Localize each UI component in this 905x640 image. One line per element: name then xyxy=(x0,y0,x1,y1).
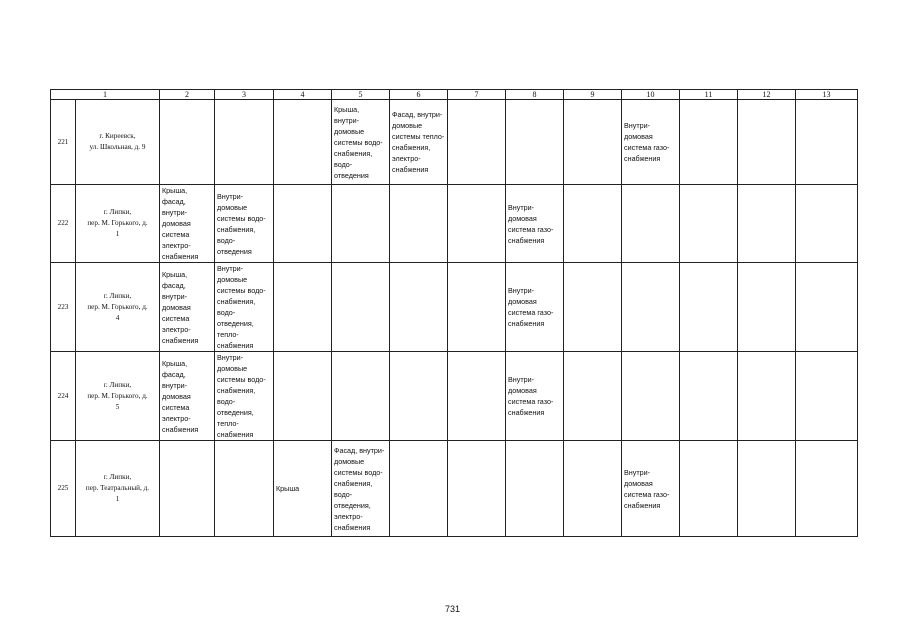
cell-col-4 xyxy=(274,100,332,185)
cell-col-12 xyxy=(738,100,796,185)
cell-col-10 xyxy=(622,185,680,263)
cell-col-11 xyxy=(680,263,738,352)
cell-col-9 xyxy=(564,441,622,537)
cell-col-2 xyxy=(160,441,215,537)
address-cell: г. Липки, пер. М. Горького, д. 4 xyxy=(76,263,160,352)
cell-col-9 xyxy=(564,352,622,441)
cell-col-11 xyxy=(680,100,738,185)
cell-col-6 xyxy=(390,441,448,537)
cell-col-5: Крыша, внутри- домовые системы водо- снабжения, водо- отведения xyxy=(332,100,390,185)
cell-col-8 xyxy=(506,441,564,537)
cell-col-10 xyxy=(622,352,680,441)
cell-col-12 xyxy=(738,185,796,263)
cell-col-3: Внутри- домовые системы водо- снабжения, водо- отведения, тепло- снабжения xyxy=(215,263,274,352)
table-row xyxy=(51,100,858,185)
row-number: 221 xyxy=(51,100,76,185)
header-cell-10: 10 xyxy=(622,90,680,100)
header-cell-3: 3 xyxy=(215,90,274,100)
cell-col-8: Внутри- домовая система газо- снабжения xyxy=(506,263,564,352)
cell-col-4 xyxy=(274,352,332,441)
header-cell-11: 11 xyxy=(680,90,738,100)
row-number: 224 xyxy=(51,352,76,441)
table-row xyxy=(51,185,858,263)
cell-col-6 xyxy=(390,185,448,263)
cell-col-12 xyxy=(738,352,796,441)
cell-col-4 xyxy=(274,185,332,263)
address-cell: г. Киреевск, ул. Школьная, д. 9 xyxy=(76,100,160,185)
cell-col-11 xyxy=(680,441,738,537)
table-row xyxy=(51,263,858,352)
cell-col-3: Внутри- домовые системы водо- снабжения, водо- отведения, тепло- снабжения xyxy=(215,352,274,441)
header-cell-12: 12 xyxy=(738,90,796,100)
cell-col-5 xyxy=(332,352,390,441)
cell-col-2: Крыша, фасад, внутри- домовая система электро- снабжения xyxy=(160,263,215,352)
cell-col-3 xyxy=(215,100,274,185)
cell-col-2: Крыша, фасад, внутри- домовая система электро- снабжения xyxy=(160,185,215,263)
cell-col-13 xyxy=(796,100,858,185)
cell-col-7 xyxy=(448,185,506,263)
header-cell-2: 2 xyxy=(160,90,215,100)
cell-col-7 xyxy=(448,441,506,537)
cell-col-7 xyxy=(448,100,506,185)
header-row xyxy=(51,90,858,100)
cell-col-13 xyxy=(796,185,858,263)
cell-col-8: Внутри- домовая система газо- снабжения xyxy=(506,352,564,441)
cell-col-13 xyxy=(796,441,858,537)
cell-col-10: Внутри- домовая система газо- снабжения xyxy=(622,100,680,185)
cell-col-9 xyxy=(564,185,622,263)
cell-col-5: Фасад, внутри- домовые системы водо- снабжения, водо- отведения, электро- снабжения xyxy=(332,441,390,537)
cell-col-4 xyxy=(274,263,332,352)
cell-col-10: Внутри- домовая система газо- снабжения xyxy=(622,441,680,537)
cell-col-5 xyxy=(332,263,390,352)
cell-col-10 xyxy=(622,263,680,352)
cell-col-11 xyxy=(680,352,738,441)
cell-col-2: Крыша, фасад, внутри- домовая система электро- снабжения xyxy=(160,352,215,441)
cell-col-8 xyxy=(506,100,564,185)
cell-col-7 xyxy=(448,263,506,352)
capital-repair-table xyxy=(50,89,858,537)
table-row xyxy=(51,352,858,441)
cell-col-7 xyxy=(448,352,506,441)
cell-col-3 xyxy=(215,441,274,537)
address-cell: г. Липки, пер. М. Горького, д. 5 xyxy=(76,352,160,441)
header-cell-13: 13 xyxy=(796,90,858,100)
cell-col-6 xyxy=(390,263,448,352)
cell-col-6: Фасад, внутри- домовые системы тепло- снабжения, электро- снабжения xyxy=(390,100,448,185)
row-number: 225 xyxy=(51,441,76,537)
cell-col-11 xyxy=(680,185,738,263)
cell-col-3: Внутри- домовые системы водо- снабжения, водо- отведения xyxy=(215,185,274,263)
header-cell-6: 6 xyxy=(390,90,448,100)
header-cell-4: 4 xyxy=(274,90,332,100)
cell-col-12 xyxy=(738,441,796,537)
header-cell-8: 8 xyxy=(506,90,564,100)
cell-col-2 xyxy=(160,100,215,185)
header-cell-5: 5 xyxy=(332,90,390,100)
cell-col-5 xyxy=(332,185,390,263)
cell-col-4: Крыша xyxy=(274,441,332,537)
row-number: 222 xyxy=(51,185,76,263)
row-number: 223 xyxy=(51,263,76,352)
cell-col-6 xyxy=(390,352,448,441)
cell-col-8: Внутри- домовая система газо- снабжения xyxy=(506,185,564,263)
header-cell-1: 1 xyxy=(51,90,160,100)
page-number: 731 xyxy=(444,604,461,614)
cell-col-9 xyxy=(564,263,622,352)
cell-col-12 xyxy=(738,263,796,352)
header-cell-9: 9 xyxy=(564,90,622,100)
table-row xyxy=(51,441,858,537)
cell-col-13 xyxy=(796,352,858,441)
cell-col-9 xyxy=(564,100,622,185)
header-cell-7: 7 xyxy=(448,90,506,100)
cell-col-13 xyxy=(796,263,858,352)
address-cell: г. Липки, пер. М. Горького, д. 1 xyxy=(76,185,160,263)
address-cell: г. Липки, пер. Театральный, д. 1 xyxy=(76,441,160,537)
